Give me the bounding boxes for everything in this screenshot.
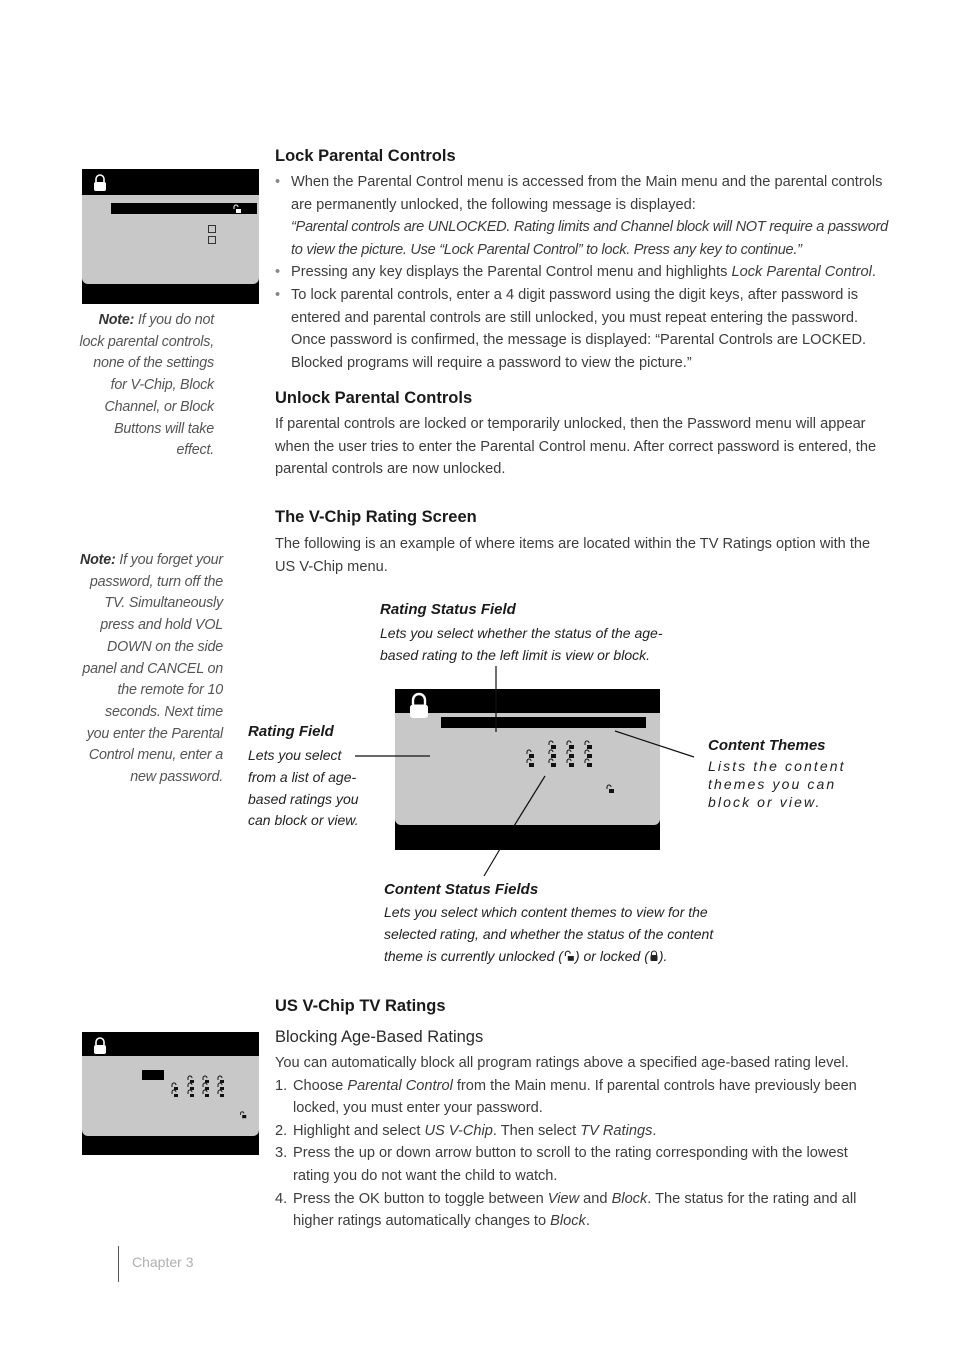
us-vchip-tv-ratings-heading: US V-Chip TV Ratings <box>275 997 446 1015</box>
unlock-parental-controls-heading: Unlock Parental Controls <box>275 389 473 407</box>
step-emphasis: US V-Chip <box>424 1122 493 1139</box>
bullet-text-end: . <box>871 264 876 281</box>
step-text: Press the OK button to toggle between <box>293 1190 548 1207</box>
tv-ratings-screenshot <box>82 1032 259 1155</box>
step-item <box>275 1188 875 1233</box>
step-item <box>275 1120 875 1143</box>
rating-status-field-desc: Lets you select whether the status of the age-based rating to the left limit is view or block. <box>380 625 663 663</box>
bullet-text: When the Parental Control menu is accessed from the Main menu and the parental controls are permanently unlocked, the following message is displayed: <box>291 174 883 213</box>
bullet-emphasis: Lock Parental Control <box>731 264 872 281</box>
step-text: Highlight and select <box>293 1122 425 1139</box>
step-text: . <box>585 1213 590 1230</box>
rating-field-title: Rating Field <box>248 723 334 740</box>
bullet-item: • Pressing any key displays the Parental Control menu and highlights Lock Parental Control. <box>275 264 876 281</box>
step-text: Press the up or down arrow button to scroll to the rating corresponding with the lowest rating you do not want the child to watch. <box>293 1145 848 1184</box>
note-label: Note: <box>98 312 135 328</box>
step-number: 4. <box>275 1190 288 1207</box>
desc-text: ) or locked ( <box>574 947 649 964</box>
desc-text: Lets you select which content themes to view for the selected rating, and whether the status of the content theme is currently unlocked ( <box>384 904 714 964</box>
vchip-rating-screen-heading: The V-Chip Rating Screen <box>275 508 477 526</box>
step-item <box>275 1075 875 1120</box>
footer-divider <box>118 1246 119 1282</box>
content-themes-title: Content Themes <box>708 737 826 754</box>
ratings-intro: You can automatically block all program ratings above a specified age-based rating level. <box>275 1055 849 1071</box>
vchip-intro-text: The following is an example of where items are located within the TV Ratings option with the US V-Chip menu. <box>275 536 871 575</box>
blocking-age-based-ratings-subheading: Blocking Age-Based Ratings <box>275 1028 484 1046</box>
bullet-text: Pressing any key displays the Parental Control menu and highlights <box>291 264 732 281</box>
highlight-bar <box>142 1070 164 1080</box>
lock-parental-controls-heading: Lock Parental Controls <box>275 147 456 165</box>
chapter-label: Chapter 3 <box>132 1254 194 1270</box>
rating-field-desc: Lets you select from a list of age-based ratings you can block or view. <box>248 747 359 829</box>
step-text: . <box>652 1122 657 1139</box>
step-item <box>275 1142 875 1187</box>
step-emphasis: TV Ratings <box>580 1122 653 1139</box>
step-emphasis: View <box>547 1190 580 1207</box>
step-text: and <box>579 1190 612 1207</box>
ratings-steps <box>275 1075 875 1233</box>
content-themes-desc: Lists the content themes you can block or view. <box>708 758 846 810</box>
quote-text: “Parental controls are UNLOCKED. Rating limits and Channel block will NOT require a password to view the picture. Use “Lock Parental Control” to lock. Press any key to continue.” <box>291 219 888 258</box>
rating-status-field-title: Rating Status Field <box>380 601 516 618</box>
unlock-text: If parental controls are locked or temporarily unlocked, then the Password menu will appear when the user tries to enter the Parental Control menu. After correct password is entered, the parental controls are now unlocked. <box>275 416 877 478</box>
bullet-item: • When the Parental Control menu is accessed from the Main menu and the parental controls are permanently unlocked, the following message is displayed: <box>275 174 883 213</box>
step-number: 1. <box>275 1077 288 1094</box>
desc-text: ). <box>658 947 668 964</box>
step-text: . Then select <box>492 1122 581 1139</box>
step-text: from the Main menu. If parental controls have previously been locked, you must enter your password. <box>293 1077 857 1117</box>
step-number: 3. <box>275 1145 288 1162</box>
ratings-body <box>275 1052 875 1233</box>
note-text: If you forget your password, turn off the TV. Simultaneously press and hold VOL DOWN on the side panel and CANCEL on the remote for 10 seconds. Next time you enter the Parental Control menu, enter a new password. <box>82 552 223 786</box>
content-status-fields-title: Content Status Fields <box>384 881 539 898</box>
step-emphasis: Block <box>611 1190 648 1207</box>
note-text: If you do not lock parental controls, none of the settings for V-Chip, Block Channel, or Block Buttons will take effect. <box>79 312 214 459</box>
content-status-icons <box>170 1074 230 1102</box>
step-emphasis: Parental Control <box>347 1077 453 1094</box>
step-text: . The status for the rating and all higher ratings automatically changes to <box>293 1190 857 1230</box>
note-label: Note: <box>80 552 116 568</box>
lock-icon <box>92 1036 108 1056</box>
bullet-text: To lock parental controls, enter a 4 digit password using the digit keys, after password is entered and parental controls are still unlocked, you must repeat entering the password. Once password is confirmed, the message is displayed: “Parental Controls are LOCKED. Blocked programs will require a password to view the picture.” <box>291 286 867 371</box>
step-emphasis: Block <box>550 1213 586 1230</box>
unlocked-icon <box>239 1111 247 1119</box>
step-text: Choose <box>293 1077 348 1094</box>
step-number: 2. <box>275 1122 288 1139</box>
bullet-item: • To lock parental controls, enter a 4 digit password using the digit keys, after password is entered and parental controls are still unlocked, you must repeat entering the password. Once password is confirmed, the message is displayed: “Parental Controls are LOCKED. Blocked programs will require a password to view the picture.” <box>275 286 867 371</box>
